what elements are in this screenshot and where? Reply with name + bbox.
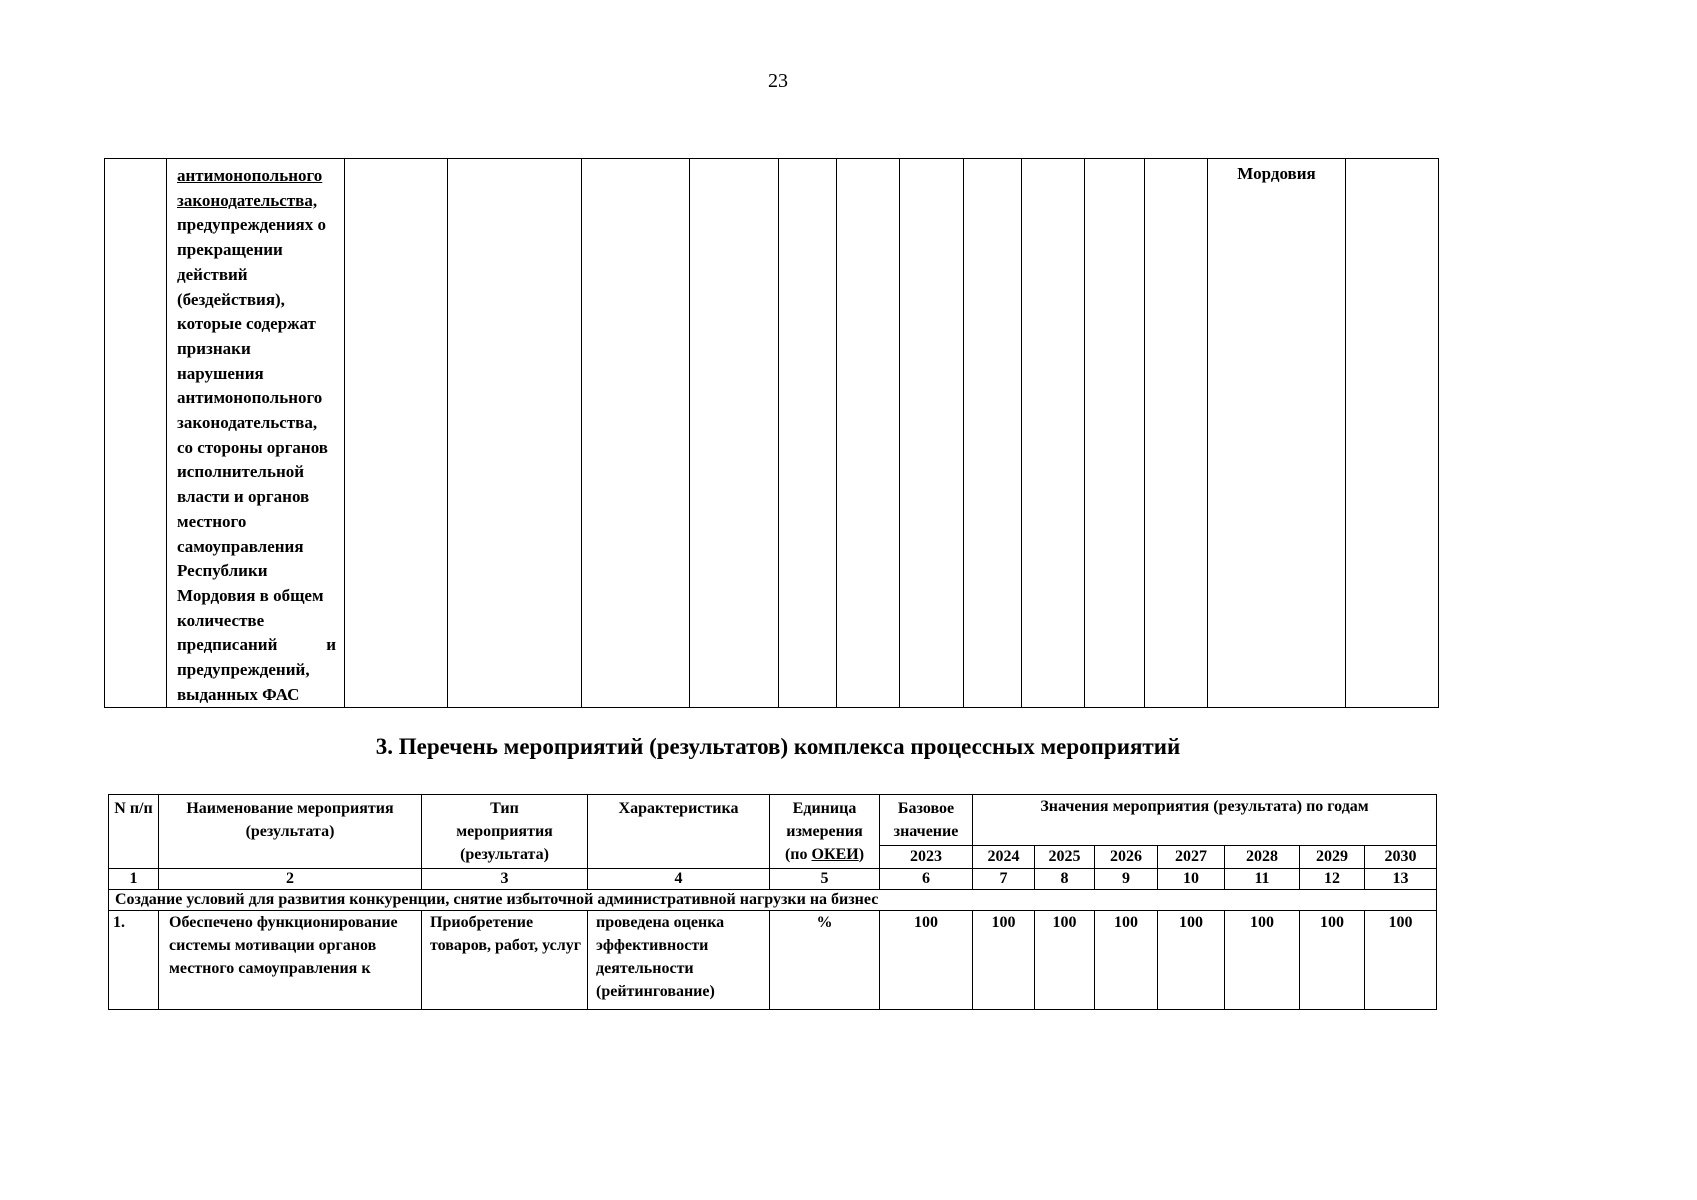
empty-cell [1346, 159, 1439, 708]
empty-cell [1022, 159, 1085, 708]
row-base-value: 100 [880, 911, 973, 1010]
header-year: 2030 [1365, 846, 1437, 869]
column-number-row [109, 869, 1437, 890]
header-unit [770, 795, 880, 869]
row-name: Обеспечено функционирование системы мотивации органов местного самоуправления к [159, 911, 422, 1010]
row-type: Приобретение товаров, работ, услуг [422, 911, 588, 1010]
header-base-year: 2023 [880, 846, 973, 869]
section-row [109, 890, 1437, 911]
header-base-value: Базовое значение [880, 795, 973, 846]
row-characteristic: проведена оценка эффективности деятельности (рейтингование) [588, 911, 770, 1010]
empty-cell [345, 159, 448, 708]
description-line: (бездействия), [177, 289, 285, 309]
header-year: 2029 [1300, 846, 1365, 869]
row-num: 1. [109, 911, 159, 1010]
description-line: власти и органов [177, 487, 310, 507]
section-heading: 3. Перечень мероприятий (результатов) комплекса процессных мероприятий [375, 734, 1181, 759]
header-year: 2027 [1158, 846, 1225, 869]
activities-table [108, 794, 1437, 1010]
header-name: Наименование мероприятия (результата) [159, 795, 422, 869]
row-value-2025: 100 [1035, 911, 1095, 1010]
empty-cell [105, 159, 167, 708]
description-line: прекращении [177, 240, 283, 260]
header-num: N п/п [109, 795, 159, 869]
header-unit-prefix: Единица измерения (по [784, 800, 863, 863]
description-line: законодательства, [177, 413, 318, 433]
description-line: нарушения [177, 363, 264, 383]
empty-cell [582, 159, 690, 708]
column-number: 10 [1158, 869, 1225, 890]
column-number: 5 [770, 869, 880, 890]
column-number: 4 [588, 869, 770, 890]
row-unit: % [770, 911, 880, 1010]
row-value-2030: 100 [1365, 911, 1437, 1010]
column-number: 7 [973, 869, 1035, 890]
description-line: предупреждениях о [177, 215, 326, 235]
description-word: предписаний [177, 635, 278, 655]
row-value-2027: 100 [1158, 911, 1225, 1010]
description-line: действий [177, 264, 248, 284]
column-number: 6 [880, 869, 973, 890]
description-line: исполнительной [177, 462, 305, 482]
column-number: 9 [1095, 869, 1158, 890]
description-line: Мордовия в общем [177, 585, 324, 605]
column-number: 1 [109, 869, 159, 890]
description-line: Республики [177, 561, 268, 581]
description-line: количестве [177, 610, 265, 630]
column-number: 12 [1300, 869, 1365, 890]
row-value-2026: 100 [1095, 911, 1158, 1010]
header-year: 2024 [973, 846, 1035, 869]
page-number: 23 [768, 70, 788, 92]
section-title: Создание условий для развития конкуренции, снятие избыточной административной нагрузки на бизнес [109, 890, 1437, 911]
empty-cell [448, 159, 582, 708]
empty-cell [900, 159, 964, 708]
header-unit-suffix: ) [858, 846, 865, 863]
table-row [109, 911, 1437, 1010]
header-values-by-year: Значения мероприятия (результата) по годам [973, 795, 1437, 846]
row-value-2028: 100 [1225, 911, 1300, 1010]
empty-cell [690, 159, 779, 708]
row-value-2024: 100 [973, 911, 1035, 1010]
header-year: 2028 [1225, 846, 1300, 869]
column-number: 11 [1225, 869, 1300, 890]
region-cell: Мордовия [1208, 159, 1346, 708]
description-line: антимонопольного [177, 166, 323, 185]
description-line: антимонопольного [177, 388, 323, 408]
empty-cell [779, 159, 837, 708]
description-line: признаки [177, 338, 251, 358]
empty-cell [1145, 159, 1208, 708]
column-number: 3 [422, 869, 588, 890]
okei-link: ОКЕИ [811, 846, 859, 863]
table-row [105, 159, 1439, 708]
empty-cell [837, 159, 900, 708]
description-line [177, 633, 336, 658]
description-word: и [326, 635, 336, 655]
row-value-2029: 100 [1300, 911, 1365, 1010]
header-type: Тип мероприятия (результата) [422, 795, 588, 869]
description-line: предупреждений, [177, 660, 310, 680]
empty-cell [1085, 159, 1145, 708]
description-line: самоуправления [177, 536, 304, 556]
header-characteristic: Характеристика [588, 795, 770, 869]
column-number: 2 [159, 869, 422, 890]
description-line: местного [177, 511, 247, 531]
continuation-table [104, 158, 1439, 708]
empty-cell [964, 159, 1022, 708]
header-year: 2025 [1035, 846, 1095, 869]
column-number: 8 [1035, 869, 1095, 890]
description-line: со стороны органов [177, 437, 328, 457]
description-line: законодательства, [177, 190, 318, 210]
column-number: 13 [1365, 869, 1437, 890]
indicator-description-cell [167, 159, 345, 708]
table-header-row [109, 795, 1437, 846]
description-line: которые содержат [177, 314, 316, 334]
header-year: 2026 [1095, 846, 1158, 869]
description-line: выданных ФАС [177, 684, 300, 704]
